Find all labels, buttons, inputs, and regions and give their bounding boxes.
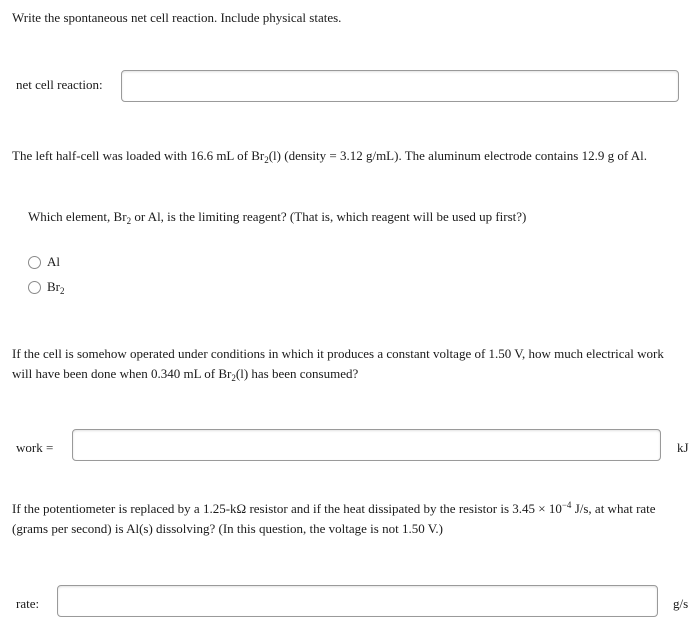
radio-option-br2[interactable] [28, 279, 65, 295]
work-question-line2 [12, 366, 358, 382]
limiting-reagent-question [28, 209, 526, 225]
q3-line2-text-2: (l) has been consumed? [235, 366, 359, 381]
radio-option-al[interactable] [28, 254, 60, 270]
q3-line2-text-1: will have been done when 0.340 mL of Br [12, 366, 232, 381]
rate-question-line1 [12, 501, 656, 517]
q4-line1-sup: −4 [561, 500, 572, 510]
rate-input[interactable] [57, 585, 658, 617]
q4-line1-text-1: If the potentiometer is replaced by a 1.25-kΩ resistor and if the heat dissipated by the resistor is 3.45 × 10 [12, 501, 562, 516]
info-text-2: (l) (density = 3.12 g/mL). The aluminum electrode contains 12.9 g of Al. [268, 148, 647, 163]
rate-label: rate: [16, 596, 40, 611]
work-input[interactable] [72, 429, 661, 461]
q2-text-2: or Al, is the limiting reagent? (That is, which reagent will be used up first?) [131, 209, 527, 224]
rate-unit: g/s [673, 596, 689, 611]
q2-text-1: Which element, Br [28, 209, 127, 224]
work-label: work = [16, 440, 54, 455]
radio-label-al[interactable]: Al [47, 254, 60, 269]
rate-question-line2: (grams per second) is Al(s) dissolving? (In this question, the voltage is not 1.50 V.) [12, 521, 443, 536]
q4-line1-text-2: J/s, at what rate [571, 501, 656, 516]
radio-label-br2-text: Br [47, 279, 60, 294]
q1-prompt: Write the spontaneous net cell reaction. Include physical states. [12, 10, 342, 25]
info-text-1: The left half-cell was loaded with 16.6 mL of Br [12, 148, 265, 163]
net-cell-reaction-input[interactable] [121, 70, 679, 102]
net-cell-reaction-label: net cell reaction: [16, 77, 103, 92]
radio-label-br2-sub: 2 [60, 286, 65, 296]
half-cell-info [12, 148, 647, 164]
q2-sub-1: 2 [126, 216, 132, 226]
work-unit: kJ [677, 440, 689, 455]
work-question-line1: If the cell is somehow operated under conditions in which it produces a constant voltage of 1.50 V, how much electrical work [12, 346, 664, 361]
radio-label-br2[interactable] [47, 279, 65, 295]
q3-line2-sub: 2 [231, 373, 236, 383]
info-sub-1: 2 [264, 155, 269, 165]
radio-circle-al[interactable] [28, 256, 41, 269]
radio-circle-br2[interactable] [28, 281, 41, 294]
